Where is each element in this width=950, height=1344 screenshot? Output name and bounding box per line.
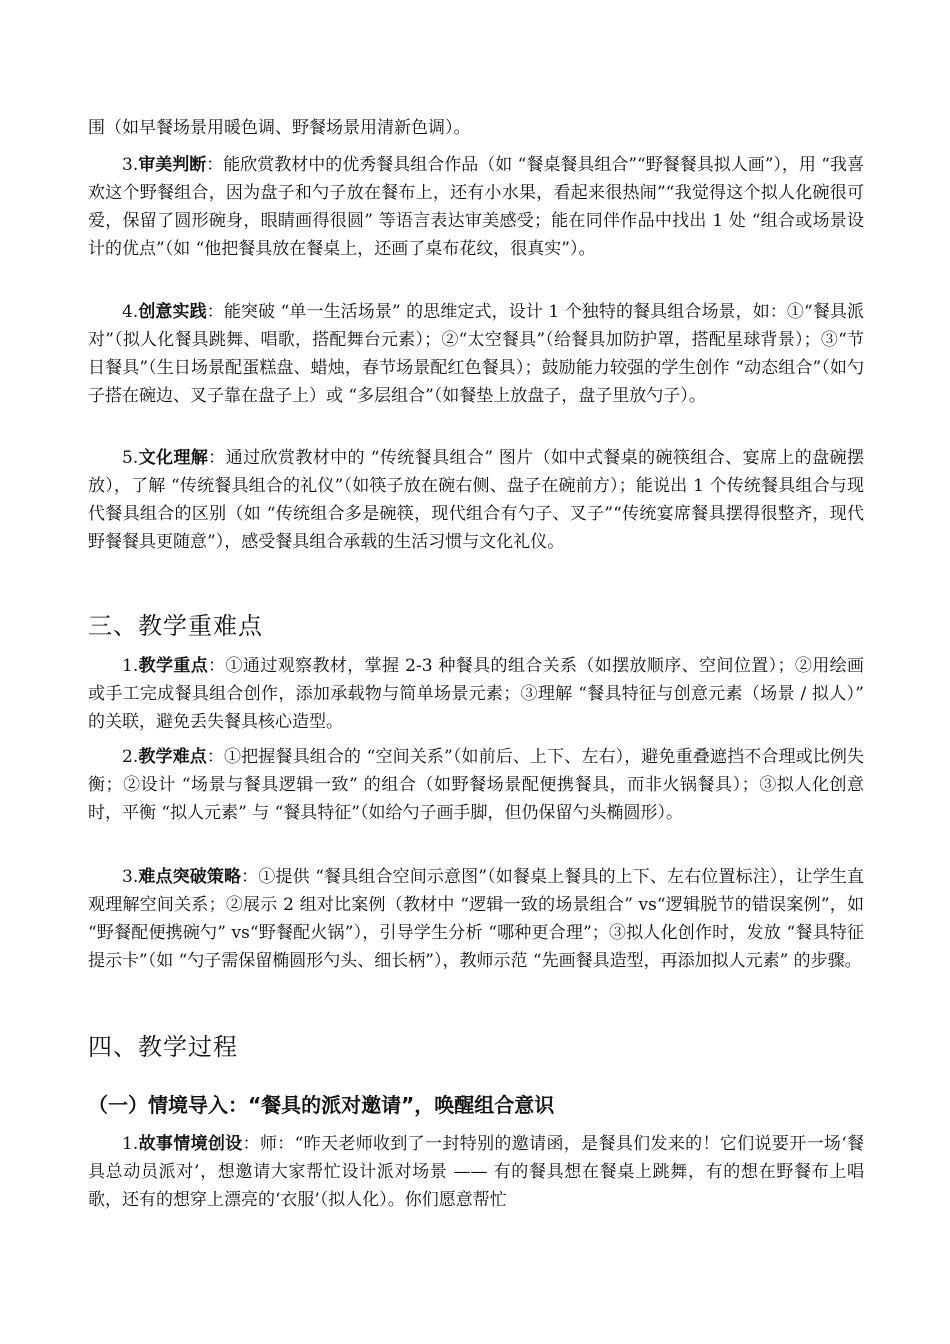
paragraph-continuation xyxy=(88,114,864,142)
intro-story-setting xyxy=(88,1130,864,1214)
item-label: 审美判断 xyxy=(138,155,207,175)
key-point-strategy xyxy=(88,863,864,975)
item-number: 1. xyxy=(122,1134,139,1154)
item-number: 1. xyxy=(122,656,139,676)
item-label: 教学难点 xyxy=(138,747,207,767)
item-number: 4. xyxy=(122,302,139,322)
item-text: ：师：“昨天老师收到了一封特别的邀请函，是餐具们发来的！它们说要开一场‘餐具总动员派对’，想邀请大家帮忙设计派对场景 —— 有的餐具想在餐桌上跳舞，有的想在野餐布上唱歌，还有的想穿上漂亮的‘衣服’（拟人化）。你们愿意帮忙 xyxy=(88,1134,865,1210)
item-text: ：①通过观察教材，掌握 2-3 种餐具的组合关系（如摆放顺序、空间位置）；②用绘画或手工完成餐具组合创作，添加承载物与简单场景元素；③理解 “餐具特征与创意元素（场景 / 拟人）” 的关联，避免丢失餐具核心造型。 xyxy=(88,656,865,732)
objective-cultural-understanding xyxy=(88,444,864,556)
subsection-heading-introduction: （一）情境导入：“餐具的派对邀请”，唤醒组合意识 xyxy=(88,1093,555,1117)
item-label: 教学重点 xyxy=(138,656,209,676)
item-number: 3. xyxy=(122,867,139,887)
item-number: 3. xyxy=(122,155,139,175)
item-number: 5. xyxy=(122,448,139,468)
objective-aesthetic-judgment xyxy=(88,151,864,263)
item-text: ：能突破 “单一生活场景” 的思维定式，设计 1 个独特的餐具组合场景，如：①“餐具派对”（拟人化餐具跳舞、唱歌，搭配舞台元素）；②“太空餐具”（给餐具加防护罩，搭配星球背景）；③“节日餐具”（生日场景配蛋糕盘、蜡烛，春节场景配红色餐具）；鼓励能力较强的学生创作 “动态组合”（如勺子搭在碗边、叉子靠在盘子上）或 “多层组合”（如餐垫上放盘子，盘子里放勺子）。 xyxy=(88,302,864,406)
objective-creative-practice xyxy=(88,298,864,410)
item-label: 文化理解 xyxy=(138,448,209,468)
section-heading-teaching-process: 四、教学过程 xyxy=(88,1033,238,1061)
item-text: ：能欣赏教材中的优秀餐具组合作品（如 “餐桌餐具组合”“野餐餐具拟人画”），用 “我喜欢这个野餐组合，因为盘子和勺子放在餐布上，还有小水果，看起来很热闹”“我觉得这个拟人化碗很可爱，保留了圆形碗身，眼睛画得很圆” 等语言表达审美感受；能在同伴作品中找出 1 处 “组合或场景设计的优点”（如 “他把餐具放在餐桌上，还画了桌布花纹，很真实”）。 xyxy=(88,155,864,259)
item-label: 故事情境创设 xyxy=(138,1134,243,1154)
item-label: 创意实践 xyxy=(138,302,207,322)
item-label: 难点突破策略 xyxy=(138,867,242,887)
key-point-focus xyxy=(88,652,864,736)
item-text: ：①提供 “餐具组合空间示意图”（如餐桌上餐具的上下、左右位置标注），让学生直观理解空间关系；②展示 2 组对比案例（教材中 “逻辑一致的场景组合” vs“逻辑脱节的错误案例”，如 “野餐配便携碗勺” vs“野餐配火锅”），引导学生分析 “哪种更合理”；③拟人化创作时，发放 “餐具特征提示卡”（如 “勺子需保留椭圆形勺头、细长柄”），教师示范 “先画餐具造型，再添加拟人元素” 的步骤。 xyxy=(88,867,864,971)
item-number: 2. xyxy=(122,747,139,767)
item-text: ：通过欣赏教材中的 “传统餐具组合” 图片（如中式餐桌的碗筷组合、宴席上的盘碗摆放），了解 “传统餐具组合的礼仪”（如筷子放在碗右侧、盘子在碗前方）；能说出 1 个传统餐具组合与现代餐具组合的区别（如 “传统组合多是碗筷，现代组合有勺子、叉子”“传统宴席餐具摆得很整齐，现代野餐餐具更随意”），感受餐具组合承载的生活习惯与文化礼仪。 xyxy=(88,448,864,552)
section-heading-key-points: 三、教学重难点 xyxy=(88,612,263,640)
paragraph-text: 围（如早餐场景用暖色调、野餐场景用清新色调）。 xyxy=(88,118,471,138)
item-text: ：①把握餐具组合的 “空间关系”（如前后、上下、左右），避免重叠遮挡不合理或比例失衡；②设计 “场景与餐具逻辑一致” 的组合（如野餐场景配便携餐具，而非火锅餐具）；③拟人化创意时，平衡 “拟人元素” 与 “餐具特征”（如给勺子画手脚，但仍保留勺头椭圆形）。 xyxy=(88,747,864,823)
key-point-difficulty xyxy=(88,743,864,827)
